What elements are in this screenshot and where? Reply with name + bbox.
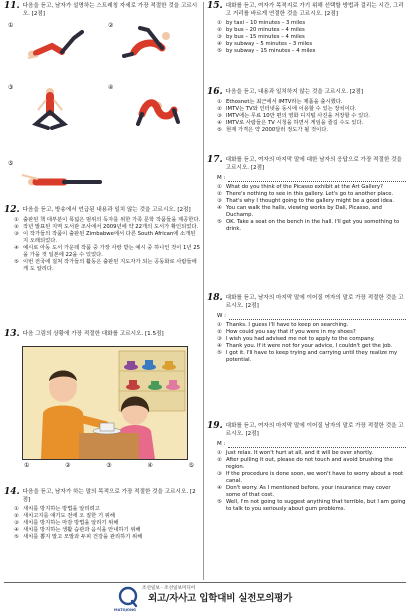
answer-option[interactable] [14,534,201,541]
answer-option[interactable] [14,224,201,231]
question-19 [207,422,406,513]
option-text: Thanks. I guess I'll have to keep on searching. [226,322,349,329]
question-number: 15. [207,1,223,11]
answer-option[interactable] [217,106,406,113]
question-text: 대화를 듣고, 여자의 마지막 말에 대한 남자의 응답으로 가장 적절한 것을 고르시오. [2점] [225,157,402,171]
question-17 [207,156,406,233]
speaker-label: M : [217,175,226,182]
answer-option[interactable] [217,120,406,127]
option-mark: ② [14,223,19,230]
option-label: ⑤ [8,160,14,167]
stretch-pose-image [8,160,198,194]
option-text: After pulling it out, please do not touch and avoid brushing the region. [226,457,393,471]
answer-option[interactable] [217,485,406,499]
option-label: ④ [108,84,114,91]
answer-option[interactable] [217,343,406,350]
question-number: 14. [4,487,20,497]
option-mark: ① [217,322,222,329]
speaker-line [217,313,406,320]
option-mark: ① [217,20,222,27]
question-number: 19. [207,421,223,431]
option-mark: ② [217,457,222,464]
option-mark: ③ [217,34,222,41]
option-mark: ② [217,27,222,34]
option-text: by bus – 15 minutes – 4 miles [226,34,305,41]
stretch-figure-2 [108,22,200,62]
answer-options [217,184,406,233]
answer-option[interactable] [217,48,406,55]
option-text: by bus – 20 minutes – 4 miles [226,27,305,34]
answer-option[interactable] [217,457,406,471]
question-text: 다음 그림의 상황에 가장 적절한 대화를 고르시오. [1.5점] [22,331,164,337]
option-mark: ② [217,105,222,112]
answer-option[interactable]: ⑤ [188,462,194,469]
stretch-figure-1 [8,22,98,62]
option-mark: ⑤ [217,48,222,55]
answer-option[interactable] [217,127,406,134]
option-label: ③ [8,84,14,91]
option-mark: ④ [14,527,19,534]
speaker-label: W : [217,313,227,320]
question-number: 16. [207,87,223,97]
logo-text: MATOJONG [114,608,136,612]
answer-options [14,506,201,541]
question-text: 대화를 듣고, 여자가 목적지로 가기 위해 선택할 방법과 걸리는 시간, 그리고 거리를 바르게 연결한 것을 고르시오. [2점] [225,3,404,17]
question-number: 17. [207,155,223,165]
answer-options [217,450,406,513]
option-text: 새치를 방지하는 마감 방법을 알리기 위해 [23,520,119,527]
answer-options [14,217,201,273]
stretch-pose-image [8,22,98,62]
answer-option[interactable] [217,34,406,41]
option-mark: ⑤ [217,126,222,133]
footer-rule [4,582,406,583]
answer-option[interactable] [217,499,406,513]
option-mark: ① [217,99,222,105]
option-mark: ① [217,184,222,191]
option-mark: ③ [217,471,222,478]
option-text: OK. Take a seat on the bench in the hall. I'll get you something to drink. [226,219,400,233]
footer-title: 외고/자사고 입학대비 실전모의평가 [148,593,293,604]
stretch-figure-5 [8,160,198,194]
option-text: Thank you. If it were not for your advice, I couldn't get the job. [226,343,393,350]
q13-option-row [24,462,194,470]
answer-options [217,322,406,364]
answer-option[interactable] [217,450,406,457]
answer-option[interactable]: ④ [147,462,153,469]
option-text: How could you say that if you were in my shoes? [226,329,356,336]
option-text: by taxi – 10 minutes – 3 miles [226,20,306,27]
speaker-label: M : [217,441,226,448]
answer-option[interactable] [217,184,406,191]
answer-option[interactable] [217,198,406,205]
answer-option[interactable]: ① [24,462,30,469]
question-number: 13. [4,329,20,339]
option-mark: ① [217,450,222,457]
option-mark: ② [14,513,19,520]
answer-option[interactable] [217,336,406,343]
option-text: What do you think of the Picasso exhibit at the Art Gallery? [226,184,383,191]
option-text: 이 작가들의 작품이 출판된 Zimbabwe에서 다른 South African에 소개된 지 오래되었다. [23,230,196,244]
option-text: 이번 전국에 걸쳐 작가들의 활동은 출판된 지도자가 되는 공동화로 사람들에게 도 알리다. [23,258,197,272]
stretch-pose-image [108,22,200,62]
option-mark: ④ [217,343,222,350]
question-text: 다음을 듣고, 방송에서 언급된 내용과 일치 않는 것을 고르시오. [2점] [22,207,191,213]
question-text: 대화를 듣고, 남자의 마지막 말에 이어질 여자의 말로 가장 적절한 것을 고르시오. [2점] [225,295,404,309]
question-14 [4,488,201,541]
question-13 [4,330,201,339]
answer-option[interactable]: ② [65,462,71,469]
column-divider [203,2,204,580]
answer-option[interactable] [217,329,406,336]
stretch-pose-image [8,84,98,130]
answer-blank [229,313,406,320]
option-mark: ④ [217,205,222,212]
answer-option[interactable] [14,520,201,527]
option-mark: ② [217,191,222,198]
answer-option[interactable] [217,191,406,198]
answer-option[interactable] [217,350,406,364]
option-label: ① [8,22,14,29]
answer-blank [228,175,406,182]
question-text: 대화를 듣고, 여자의 마지막 말에 이어질 남자의 말로 가장 적절한 것을 고르시오. [2점] [225,423,404,437]
option-text: IMTV에는 무료 10만 편의 영화 디지털 사진을 저장할 수 있다. [226,112,371,119]
stretch-pose-image [108,84,200,130]
answer-option[interactable] [217,27,406,34]
question-18 [207,294,406,364]
answer-option[interactable] [14,527,201,534]
scene-image [23,347,187,459]
question-text: 다음을 듣고, 남자가 설명하는 스트레칭 자세로 가장 적절한 것을 고르시오. [2점] [22,3,198,17]
option-text: There's nothing to see in this gallery. Let's go to another place. [226,191,394,198]
option-text: 새치를 방지하는 생활 습관과 음식을 안내하기 위해 [23,527,141,534]
answer-option[interactable] [14,245,201,259]
option-mark: ③ [217,336,222,343]
matojong-logo-icon [116,586,140,610]
option-mark: ④ [217,41,222,48]
answer-option[interactable] [14,231,201,245]
option-text: by subway – 5 minutes – 3 miles [226,41,313,48]
answer-option[interactable] [14,513,201,520]
option-text: Ethosnet는 최근에서 IMTV라는 제품을 출시했다. [226,99,343,105]
option-mark: ② [217,329,222,336]
option-mark: ⑤ [14,258,19,265]
option-text: IMTV로 사람들은 TV 시청을 하면서 게임을 즐길 수도 있다. [226,119,364,126]
answer-option[interactable] [217,41,406,48]
option-mark: ⑤ [217,499,222,506]
option-mark: ① [14,217,19,223]
option-text: You can walk the halls, viewing works by Dali, Picasso, and Duchamp. [226,205,382,219]
option-mark: ③ [14,230,19,237]
option-text: Don't worry. As I mentioned before, your insurance may cover some of that cost. [226,485,391,499]
option-text: IMTV는 TV와 인터넷을 동시에 이용할 수 있는 장치이다. [226,105,357,112]
option-text: 예시로 아동 도서 가운데 작품 중 가장 사랑 받는 예시 중 하나인 것이 1년 25을 가을 것 일본에 22을 수 있었다. [23,244,200,258]
answer-blank [228,441,406,448]
question-12 [4,206,201,273]
question-text: 다음을 듣고, 남자가 하는 말의 목적으로 가장 적절한 것을 고르시오. [2점] [22,489,196,503]
answer-option[interactable] [14,259,201,273]
option-mark: ⑤ [217,350,222,357]
option-mark: ③ [14,520,19,527]
option-mark: ③ [217,198,222,205]
answer-options [217,99,406,134]
option-text: 새치고지를 얘기도 전에 오 질한 기 위해 [23,513,115,520]
option-text: 출판된 책 대부분이 폭넓은 범위의 독자를 위한 가족 문학 작품들을 제공한다. [23,217,201,223]
answer-option[interactable] [217,20,406,27]
answer-option[interactable] [217,219,406,233]
answer-option[interactable] [217,113,406,120]
option-mark: ④ [14,244,19,251]
option-mark: ① [14,506,19,513]
option-mark: ④ [217,485,222,492]
speaker-line [217,175,406,182]
answer-option[interactable] [217,99,406,106]
question-text: 다음을 듣고, 내용과 일치하지 않는 것을 고르시오. [2점] [225,89,364,95]
option-text: I got it. I'll have to keep trying and carrying until they realize my potential. [226,350,398,364]
question-16 [207,88,406,134]
option-text: 새치를 뽑지 말고 모발과 두피 건강을 관리하기 위해 [23,534,143,541]
option-text: 새치를 방지하는 방법을 알리려고 [23,506,100,513]
question-number: 18. [207,293,223,303]
question-number: 11. [4,1,20,11]
hat-shop-scene-illustration [22,346,188,460]
option-label: ② [108,22,114,29]
answer-option[interactable]: ③ [106,462,112,469]
option-mark: ③ [217,112,222,119]
question-15 [207,2,406,55]
option-text: I wish you had advised me not to apply to the company. [226,336,375,343]
option-text: Well, I'm not going to suggest anything that terrible, but I am going to talk to you seriously about gum problems. [226,499,406,512]
answer-options [217,20,406,55]
speaker-line [217,441,406,448]
page-footer [0,582,410,616]
option-mark: ⑤ [14,534,19,541]
option-mark: ⑤ [217,219,222,226]
stretch-figure-4 [108,84,200,130]
answer-option[interactable] [217,205,406,219]
option-text: Just relax. It won't hurt at all, and it will be over shortly. [226,450,373,457]
question-11 [4,2,201,18]
option-text: That's why I thought going to the gallery might be a good idea. [226,198,395,205]
answer-option[interactable] [217,322,406,329]
option-mark: ④ [217,119,222,126]
option-text: 현재 가격은 약 2000달러 정도가 될 것이다. [226,126,329,133]
option-text: by subway – 15 minutes – 4 miles [226,48,316,55]
answer-option[interactable] [14,217,201,224]
option-text: 작년 발표된 지역 도서관 조사에서 2009년에 약 22개의 도서가 확인되었다. [23,223,199,230]
answer-option[interactable] [217,471,406,485]
stretch-figure-3 [8,84,98,130]
publisher-line: 조선일보 · 조선일보미디어 [142,586,196,591]
question-number: 12. [4,205,20,215]
option-text: If the procedure is done soon, we won't have to worry about a root canal. [226,471,404,485]
